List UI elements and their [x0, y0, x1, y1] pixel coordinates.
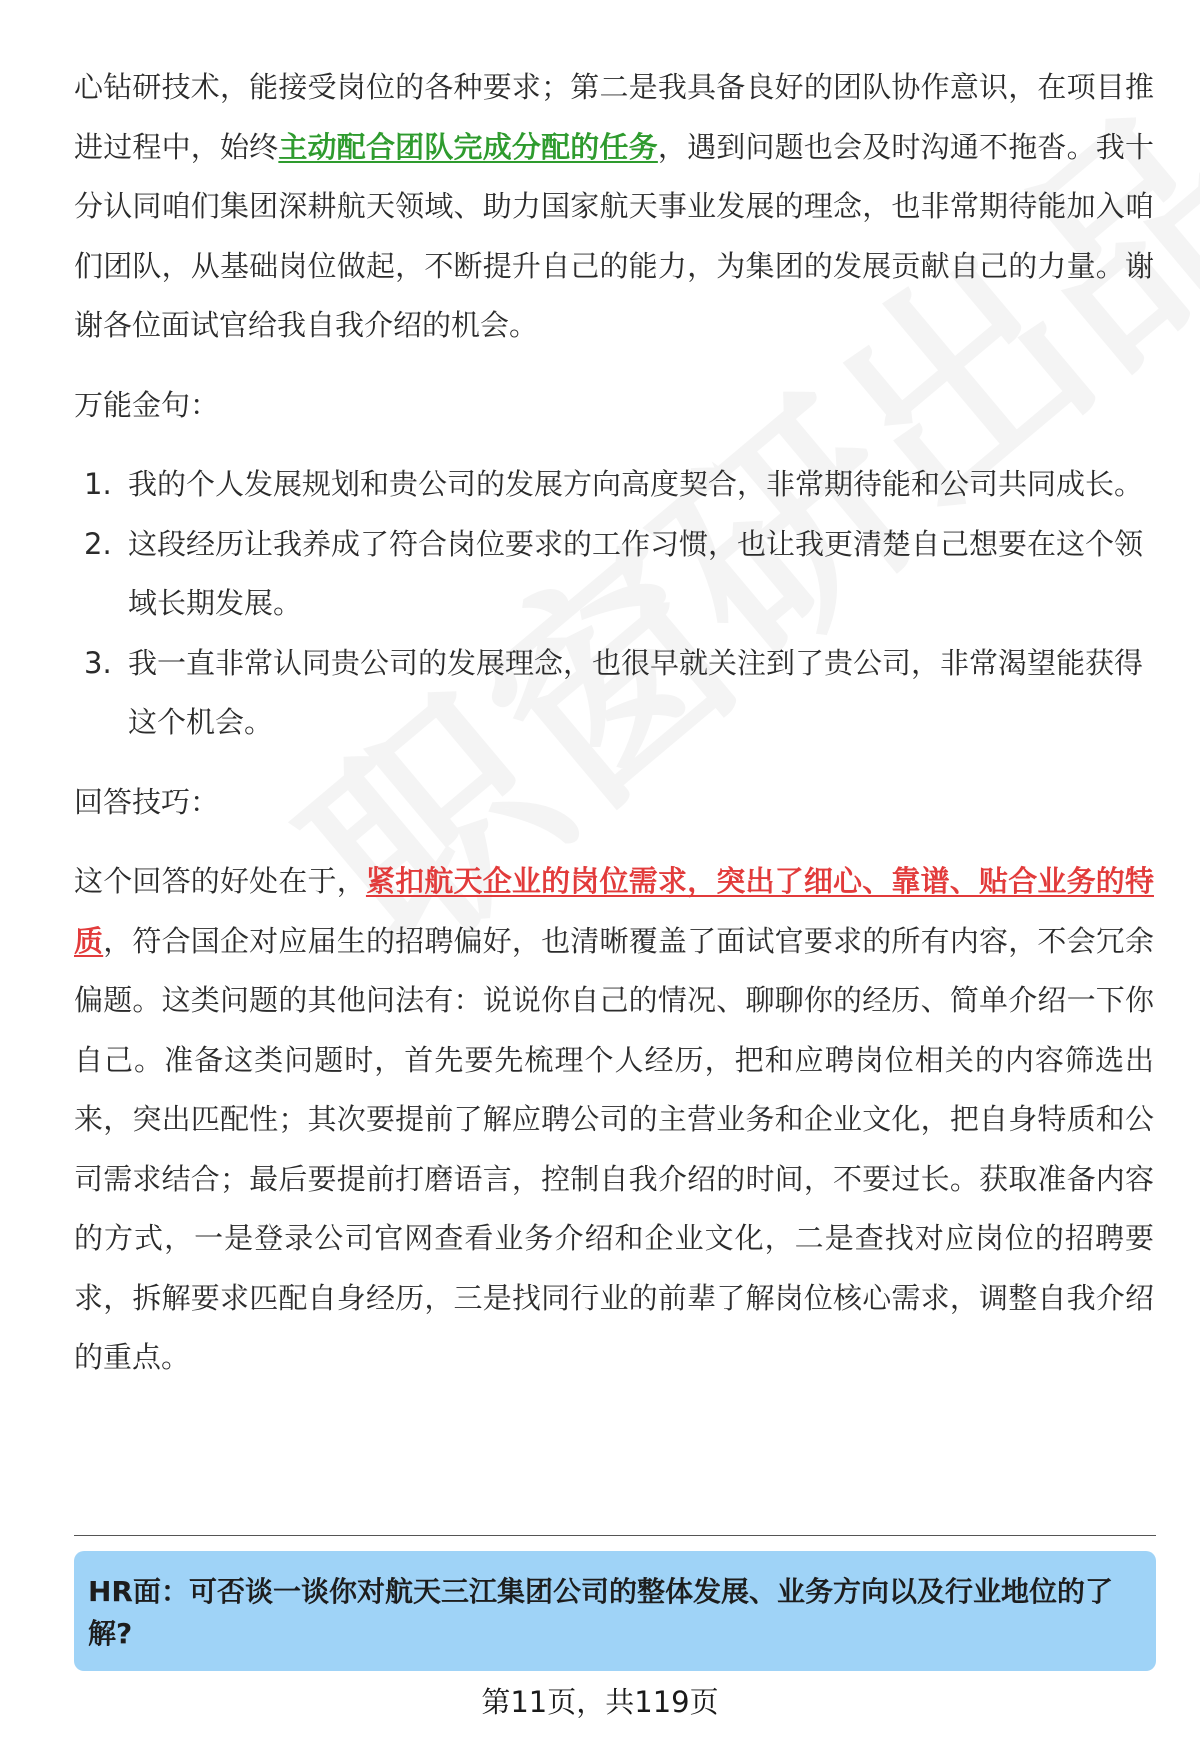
tips-text-1: 这个回答的好处在于， [74, 864, 366, 898]
intro-highlight: 主动配合团队完成分配的任务 [278, 129, 658, 164]
list-item [74, 634, 1154, 753]
tips-text-2: ，符合国企对应届生的招聘偏好，也清晰覆盖了面试官要求的所有内容，不会冗余偏题。这类问题的其他问法有：说说你自己的情况、聊聊你的经历、简单介绍一下你自己。准备这类问题时，首先要先梳理个人经历，把和应聘岗位相关的内容筛选出来，突出匹配性；其次要提前了解应聘公司的主营业务和企业文化，把自身特质和公司需求结合；最后要提前打磨语言，控制自我介绍的时间，不要过长。获取准备内容的方式，一是登录公司官网查看业务介绍和企业文化，二是查找对应岗位的招聘要求，拆解要求匹配自身经历，三是找同行业的前辈了解岗位核心需求，调整自我介绍的重点。 [74, 923, 1154, 1374]
list-item-text: 我一直非常认同贵公司的发展理念，也很早就关注到了贵公司，非常渴望能获得这个机会。 [128, 645, 1144, 739]
intro-text-1: 心钻研技术，能接受岗位的各种要求；第二是我具备良好的团队协作意识，在项目推进过程中，始终 [74, 70, 1154, 164]
phrases-heading: 万能金句： [74, 387, 220, 422]
tips-highlight: 紧扣航天企业的岗位需求，突出了细心、靠谱、贴合业务的特质 [74, 864, 1154, 958]
list-item-number: 3. [84, 645, 112, 680]
list-item [74, 515, 1154, 634]
hr-question-text: HR面：可否谈一谈你对航天三江集团公司的整体发展、业务方向以及行业地位的了解? [88, 1575, 1113, 1650]
hr-question-box [74, 1551, 1156, 1671]
list-item-number: 1. [84, 467, 112, 501]
page-content [74, 58, 1154, 1388]
list-item-text: 这段经历让我养成了符合岗位要求的工作习惯，也让我更清楚自己想要在这个领域长期发展。 [128, 526, 1144, 620]
list-item [74, 455, 1154, 515]
section-divider [74, 1535, 1156, 1536]
list-item-number: 2. [84, 526, 112, 561]
tips-paragraph [74, 852, 1154, 1388]
phrases-list [74, 455, 1154, 753]
intro-paragraph [74, 58, 1154, 356]
list-item-text: 我的个人发展规划和贵公司的发展方向高度契合，非常期待能和公司共同成长。 [128, 467, 1144, 501]
tips-heading: 回答技巧： [74, 784, 220, 819]
intro-text-2: ，遇到问题也会及时沟通不拖沓。我十分认同咱们集团深耕航天领域、助力国家航天事业发展的理念，也非常期待能加入咱们团队，从基础岗位做起，不断提升自己的能力，为集团的发展贡献自己的力量。谢谢各位面试官给我自我介绍的机会。 [74, 129, 1154, 342]
page-number: 第11页，共119页 [481, 1685, 719, 1719]
